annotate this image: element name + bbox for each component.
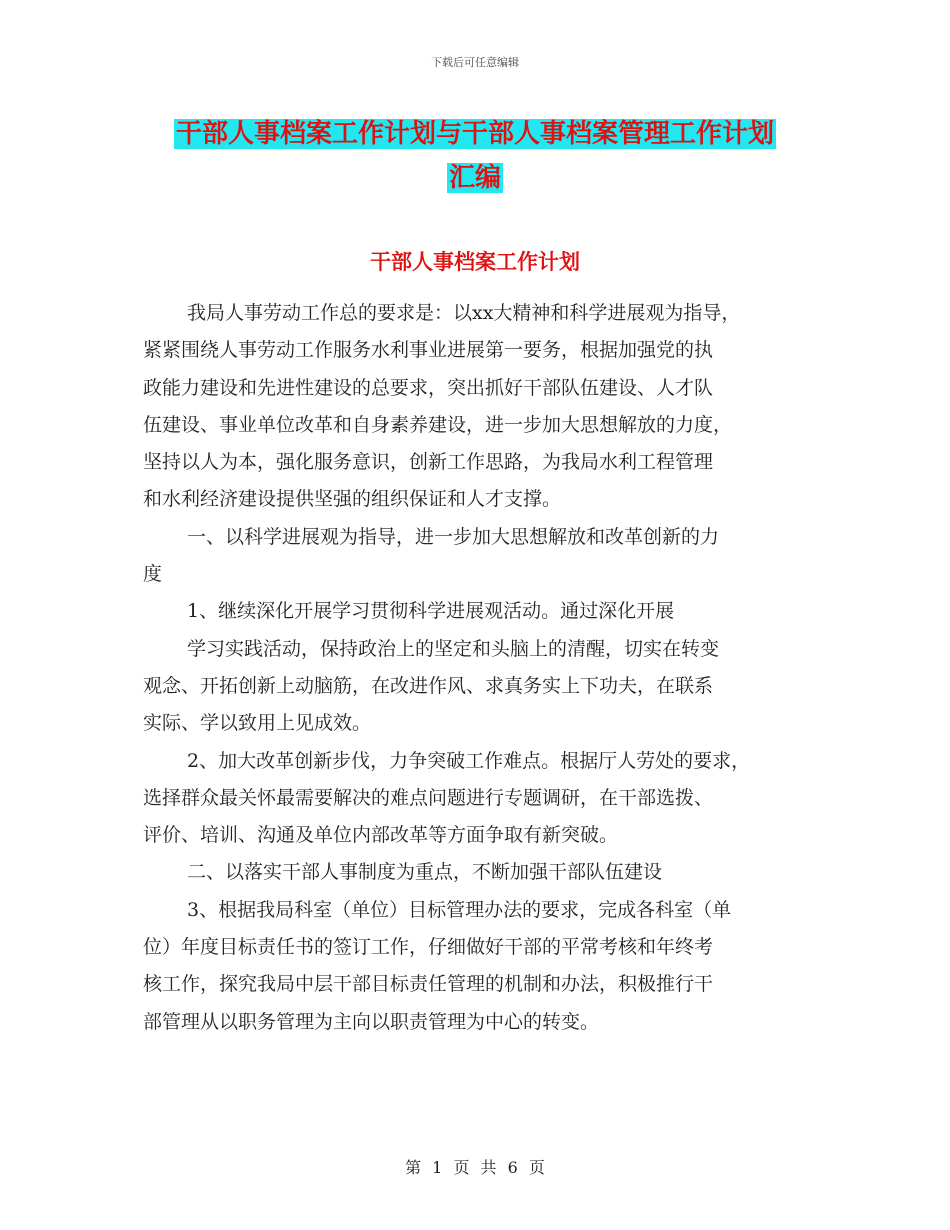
body-line: 3、根据我局科室（单位）目标管理办法的要求，完成各科室（单 <box>187 898 732 921</box>
section-title: 干部人事档案工作计划 <box>370 250 580 274</box>
body-line: 坚持以人为本，强化服务意识，创新工作思路，为我局水利工程管理 <box>143 451 714 474</box>
body-line: 位）年度目标责任书的签订工作，仔细做好干部的平常考核和年终考 <box>143 936 714 959</box>
body-line: 二、以落实干部人事制度为重点，不断加强干部队伍建设 <box>187 861 663 884</box>
page-footer: 第 1 页 共 6 页 <box>405 1158 545 1177</box>
document-title-line-2: 汇编 <box>448 163 501 193</box>
body-line: 政能力建设和先进性建设的总要求，突出抓好干部队伍建设、人才队 <box>143 376 714 399</box>
body-line: 评价、培训、沟通及单位内部改革等方面争取有新突破。 <box>143 824 619 847</box>
header-note: 下载后可任意编辑 <box>431 56 519 69</box>
body-text <box>143 295 813 1041</box>
body-line: 部管理从以职务管理为主向以职责管理为中心的转变。 <box>143 1010 600 1033</box>
body-line: 学习实践活动，保持政治上的坚定和头脑上的清醒，切实在转变 <box>187 637 720 660</box>
document-title <box>0 112 950 200</box>
body-line: 实际、学以致用上见成效。 <box>143 712 372 735</box>
body-line: 我局人事劳动工作总的要求是：以xx大精神和科学进展观为指导， <box>187 302 741 324</box>
document-title-line-1: 干部人事档案工作计划与干部人事档案管理工作计划 <box>175 119 774 149</box>
body-line: 紧紧围绕人事劳动工作服务水利事业进展第一要务，根据加强党的执 <box>143 339 714 362</box>
body-line: 观念、开拓创新上动脑筋，在改进作风、求真务实上下功夫，在联系 <box>143 674 714 697</box>
body-line: 1、继续深化开展学习贯彻科学进展观活动。通过深化开展 <box>187 600 675 623</box>
body-line: 度 <box>143 563 163 586</box>
body-line: 2、加大改革创新步伐，力争突破工作难点。根据厅人劳处的要求， <box>187 749 751 772</box>
body-line: 和水利经济建设提供坚强的组织保证和人才支撑。 <box>143 488 562 511</box>
body-line: 核工作，探究我局中层干部目标责任管理的机制和办法，积极推行干 <box>143 973 714 996</box>
body-line: 伍建设、事业单位改革和自身素养建设，进一步加大思想解放的力度， <box>143 413 733 436</box>
body-line: 一、以科学进展观为指导，进一步加大思想解放和改革创新的力 <box>187 525 720 548</box>
body-line: 选择群众最关怀最需要解决的难点问题进行专题调研，在干部选拨、 <box>143 786 714 809</box>
